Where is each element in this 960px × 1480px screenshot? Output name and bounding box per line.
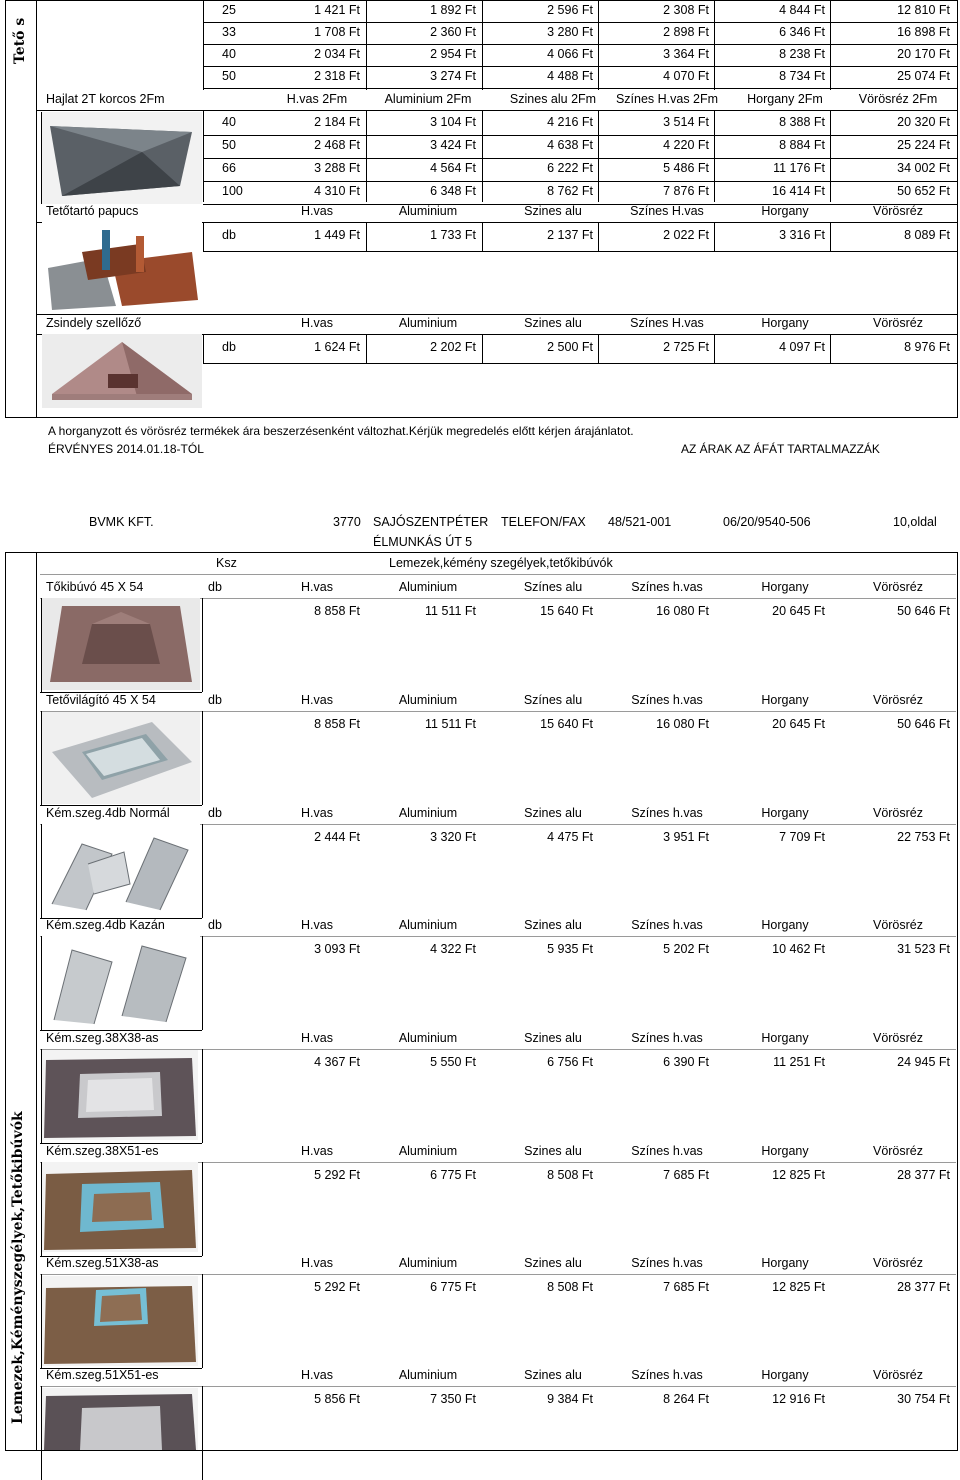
product-header: Horgany [761,580,809,594]
row-divider [40,1274,956,1275]
hajlat-header: Színes H.vas 2Fm [615,92,719,106]
product-title: Kém.szeg.38X51-es [46,1144,159,1158]
papucs-header: H.vas [301,204,333,218]
rows-a-price: 1 708 Ft [314,25,360,39]
kemszeg-normal-image [42,824,200,916]
rows-a-price: 2 596 Ft [547,3,593,17]
bottom-side-divider [36,552,37,1451]
zsindely-image [42,334,202,408]
papucs-price: 1 733 Ft [430,228,476,242]
papucs-header: Horgany [761,204,809,218]
zsindely-header: Aluminium [398,316,458,330]
product-price: 4 367 Ft [314,1055,360,1069]
size-cell: 33 [222,25,236,39]
column-divider [830,334,831,364]
product-header: Szines alu [524,1144,582,1158]
product-header: Színes h.vas [631,806,703,820]
column-divider [482,334,483,364]
product-header: Horgany [761,1256,809,1270]
product-header: Szines alu [524,1256,582,1270]
image-column-divider [202,824,203,918]
zsindely-price: 1 624 Ft [314,340,360,354]
hajlat-price: 4 310 Ft [314,184,360,198]
product-header: Horgany [761,1368,809,1382]
product-header: Aluminium [398,918,458,932]
size-cell: 40 [222,115,236,129]
product-price: 31 523 Ft [897,942,950,956]
hajlat-price: 3 288 Ft [314,161,360,175]
product-price: 50 646 Ft [897,717,950,731]
size-cell: 25 [222,3,236,17]
product-price: 7 709 Ft [779,830,825,844]
product-price: 12 825 Ft [772,1280,825,1294]
size-cell: 100 [222,184,243,198]
row-divider [36,110,958,111]
row-divider [36,314,958,315]
product-header: Színes h.vas [631,580,703,594]
top-side-divider [36,0,37,418]
product-price: 6 756 Ft [547,1055,593,1069]
product-price: 7 350 Ft [430,1392,476,1406]
product-header: Aluminium [398,1256,458,1270]
rows-a-price: 2 318 Ft [314,69,360,83]
company-name: BVMK KFT. [89,515,154,529]
product-price: 20 645 Ft [772,604,825,618]
rows-a-price: 1 892 Ft [430,3,476,17]
image-column-divider [202,1162,203,1256]
product-header: Aluminium [398,1031,458,1045]
rows-a-price: 4 066 Ft [547,47,593,61]
product-price: 12 916 Ft [772,1392,825,1406]
product-header: Vörösréz [872,918,924,932]
hajlat-price: 5 486 Ft [663,161,709,175]
product-header: Aluminium [398,806,458,820]
zsindely-price: 2 202 Ft [430,340,476,354]
hajlat-price: 34 002 Ft [897,161,950,175]
section-heading: Lemezek,kémény szegélyek,tetőkibúvók [389,556,613,570]
size-cell: 66 [222,161,236,175]
zsindely-header: H.vas [301,316,333,330]
hajlat-price: 11 176 Ft [773,161,825,175]
product-price: 9 384 Ft [547,1392,593,1406]
rows-a-price: 25 074 Ft [897,69,950,83]
product-price: 8 508 Ft [547,1280,593,1294]
kemszeg-51x51-image [42,1388,198,1450]
product-title: Kém.szeg.38X38-as [46,1031,159,1045]
papucs-header: Színes H.vas [630,204,704,218]
hajlat-header: H.vas 2Fm [286,92,348,106]
papucs-header: Szines alu [524,204,582,218]
product-header: Vörösréz [872,1368,924,1382]
product-price: 5 935 Ft [547,942,593,956]
hajlat-price: 6 222 Ft [547,161,593,175]
city: SAJÓSZENTPÉTER [373,515,489,529]
product-header: Szines alu [524,806,582,820]
product-title: Kém.szeg.51X38-as [46,1256,159,1270]
product-price: 6 390 Ft [663,1055,709,1069]
column-divider [598,334,599,364]
papucs-price: 2 022 Ft [663,228,709,242]
product-header: Horgany [761,1031,809,1045]
size-cell: 40 [222,47,236,61]
product-header: Szines alu [524,1368,582,1382]
image-column-divider [202,936,203,1030]
rows-a-price: 20 170 Ft [897,47,950,61]
rows-a-price: 1 421 Ft [314,3,360,17]
product-price: 4 475 Ft [547,830,593,844]
hajlat-price: 50 652 Ft [897,184,950,198]
hajlat-price: 8 762 Ft [547,184,593,198]
top-side-title: Tető s [12,17,28,64]
rows-a-price: 4 488 Ft [547,69,593,83]
product-title: Tetővilágító 45 X 54 [46,693,156,707]
row-divider [203,363,958,364]
size-column-divider [203,110,204,202]
product-header: Vörösréz [872,1144,924,1158]
heading-underline [40,574,956,575]
product-price: 11 511 Ft [425,604,476,618]
unit-cell: db [208,580,222,594]
kemszeg-38x38-image [42,1050,198,1140]
product-price: 16 080 Ft [656,717,709,731]
image-column-divider [202,598,203,692]
product-price: 10 462 Ft [772,942,825,956]
hajlat-price: 16 414 Ft [772,184,825,198]
product-price: 20 645 Ft [772,717,825,731]
papucs-image [42,222,202,312]
phone-number: 48/521-001 [608,515,672,529]
size-cell: 50 [222,69,236,83]
unit-cell: db [208,693,222,707]
rows-a-price: 4 844 Ft [779,3,825,17]
product-price: 22 753 Ft [897,830,950,844]
papucs-price: 1 449 Ft [314,228,360,242]
product-header: Horgany [761,918,809,932]
column-divider [366,222,367,252]
zsindely-price: 2 500 Ft [547,340,593,354]
column-divider [482,110,483,202]
product-price: 12 825 Ft [772,1168,825,1182]
product-price: 30 754 Ft [897,1392,950,1406]
product-header: Aluminium [398,580,458,594]
product-header: Színes h.vas [631,918,703,932]
zsindely-price: 2 725 Ft [663,340,709,354]
papucs-title: Tetőtartó papucs [46,204,139,218]
papucs-price: 8 089 Ft [904,228,950,242]
unit-cell: db [208,918,222,932]
phone-label: TELEFON/FAX [501,515,586,529]
kemszeg-38x51-image [42,1162,198,1252]
hajlat-price: 7 876 Ft [663,184,709,198]
product-price: 11 251 Ft [773,1055,825,1069]
product-header: Szines alu [524,1031,582,1045]
tetovilagito-image [42,712,200,804]
product-header: Horgany [761,693,809,707]
product-header: Vörösréz [872,693,924,707]
unit-cell: db [208,806,222,820]
column-divider [714,334,715,364]
hajlat-price: 4 638 Ft [547,138,593,152]
product-header: Vörösréz [872,806,924,820]
product-price: 3 320 Ft [430,830,476,844]
product-price: 50 646 Ft [897,604,950,618]
product-price: 8 508 Ft [547,1168,593,1182]
row-divider [203,66,958,67]
product-price: 15 640 Ft [540,717,593,731]
product-price: 15 640 Ft [540,604,593,618]
product-header: Színes h.vas [631,693,703,707]
validity-note: ÉRVÉNYES 2014.01.18-TÓL [48,442,204,456]
product-price: 11 511 Ft [425,717,476,731]
column-divider [366,110,367,202]
product-header: Színes h.vas [631,1144,703,1158]
vat-note: AZ ÁRAK AZ ÁFÁT TARTALMAZZÁK [681,442,880,456]
product-header: Színes h.vas [631,1031,703,1045]
hajlat-price: 3 104 Ft [430,115,476,129]
product-price: 3 951 Ft [663,830,709,844]
hajlat-header: Aluminium 2Fm [384,92,472,106]
hajlat-price: 4 564 Ft [430,161,476,175]
zip-code: 3770 [333,515,361,529]
product-header: Színes h.vas [631,1256,703,1270]
product-price: 5 202 Ft [663,942,709,956]
product-price: 5 292 Ft [314,1280,360,1294]
page-number: 10,oldal [893,515,937,529]
unit-cell: db [222,340,236,354]
product-price: 7 685 Ft [663,1168,709,1182]
row-divider [203,22,958,23]
hajlat-header: Szines alu 2Fm [509,92,597,106]
hajlat-price: 20 320 Ft [897,115,950,129]
tokibuvo-image [42,598,200,690]
product-title: Tőkibúvó 45 X 54 [46,580,144,594]
hajlat-header: Horgany 2Fm [747,92,823,106]
column-divider [482,222,483,252]
ksz-label: Ksz [216,556,237,570]
rows-a-price: 3 274 Ft [430,69,476,83]
product-price: 28 377 Ft [897,1168,950,1182]
hajlat-image [42,112,202,204]
papucs-header: Vörösréz [872,204,924,218]
hajlat-price: 6 348 Ft [430,184,476,198]
product-title: Kém.szeg.51X51-es [46,1368,159,1382]
product-header: Horgany [761,806,809,820]
zsindely-header: Szines alu [524,316,582,330]
column-divider [830,110,831,202]
product-price: 2 444 Ft [314,830,360,844]
zsindely-price: 8 976 Ft [904,340,950,354]
image-column-divider [202,711,203,805]
column-divider [366,334,367,364]
hajlat-price: 3 514 Ft [663,115,709,129]
image-column-divider [202,1386,203,1480]
image-column-divider [202,1274,203,1368]
bottom-side-title: Lemezek,Kéményszegélyek,Tetőkibúvók [10,1111,26,1424]
hajlat-title: Hajlat 2T korcos 2Fm [46,92,165,106]
column-divider [482,0,483,90]
price-change-note: A horganyzott és vörösréz termékek ára beszerzésenként változhat.Kérjük megredelés előtt kérjen árajánlatot. [48,424,634,438]
column-divider [714,0,715,90]
product-header: Színes h.vas [631,1368,703,1382]
rows-a-price: 8 238 Ft [779,47,825,61]
zsindely-price: 4 097 Ft [779,340,825,354]
zsindely-header: Színes H.vas [630,316,704,330]
product-header: Vörösréz [872,1256,924,1270]
zsindely-header: Vörösréz [872,316,924,330]
hajlat-price: 4 216 Ft [547,115,593,129]
product-price: 6 775 Ft [430,1168,476,1182]
product-header: Aluminium [398,1144,458,1158]
rows-a-price: 2 308 Ft [663,3,709,17]
rows-a-price: 3 364 Ft [663,47,709,61]
product-header: H.vas [301,918,333,932]
product-header: H.vas [301,580,333,594]
hajlat-header: Vörösréz 2Fm [858,92,938,106]
image-column-divider [202,1049,203,1143]
product-header: H.vas [301,1144,333,1158]
product-header: Horgany [761,1144,809,1158]
product-header: H.vas [301,1368,333,1382]
product-header: Vörösréz [872,1031,924,1045]
mobile-number: 06/20/9540-506 [723,515,811,529]
product-price: 5 292 Ft [314,1168,360,1182]
product-price: 6 775 Ft [430,1280,476,1294]
row-divider [203,135,958,136]
column-divider [714,222,715,252]
product-price: 5 856 Ft [314,1392,360,1406]
product-header: H.vas [301,806,333,820]
rows-a-price: 16 898 Ft [897,25,950,39]
product-price: 28 377 Ft [897,1280,950,1294]
row-divider [203,158,958,159]
rows-a-price: 2 898 Ft [663,25,709,39]
hajlat-price: 25 224 Ft [897,138,950,152]
product-header: H.vas [301,1256,333,1270]
product-price: 8 264 Ft [663,1392,709,1406]
column-divider [598,110,599,202]
unit-cell: db [222,228,236,242]
row-divider [203,181,958,182]
size-column-divider [203,222,204,252]
size-column-divider [203,334,204,364]
hajlat-price: 2 468 Ft [314,138,360,152]
product-header: H.vas [301,693,333,707]
product-title: Kém.szeg.4db Normál [46,806,170,820]
papucs-header: Aluminium [398,204,458,218]
product-price: 7 685 Ft [663,1280,709,1294]
product-price: 8 858 Ft [314,717,360,731]
papucs-price: 2 137 Ft [547,228,593,242]
hajlat-price: 4 220 Ft [663,138,709,152]
row-divider [203,44,958,45]
size-column-divider [203,0,204,90]
kemszeg-kazan-image [42,936,200,1028]
product-title: Kém.szeg.4db Kazán [46,918,165,932]
product-header: Színes alu [523,580,583,594]
product-price: 16 080 Ft [656,604,709,618]
rows-a-price: 2 034 Ft [314,47,360,61]
row-divider [40,1386,956,1387]
kemszeg-51x38-image [42,1276,198,1366]
row-divider [203,251,958,252]
rows-a-price: 6 346 Ft [779,25,825,39]
zsindely-header: Horgany [761,316,809,330]
product-header: Vörösréz [872,580,924,594]
column-divider [830,222,831,252]
rows-a-price: 2 954 Ft [430,47,476,61]
size-cell: 50 [222,138,236,152]
column-divider [714,110,715,202]
rows-a-price: 4 070 Ft [663,69,709,83]
row-divider [203,88,958,89]
rows-a-price: 8 734 Ft [779,69,825,83]
rows-a-price: 12 810 Ft [897,3,950,17]
hajlat-price: 2 184 Ft [314,115,360,129]
product-price: 24 945 Ft [897,1055,950,1069]
rows-a-price: 2 360 Ft [430,25,476,39]
rows-a-price: 3 280 Ft [547,25,593,39]
product-price: 4 322 Ft [430,942,476,956]
product-header: H.vas [301,1031,333,1045]
product-price: 5 550 Ft [430,1055,476,1069]
column-divider [598,0,599,90]
zsindely-title: Zsindely szellőző [46,316,142,330]
product-header: Aluminium [398,693,458,707]
product-price: 3 093 Ft [314,942,360,956]
papucs-price: 3 316 Ft [779,228,825,242]
product-price: 8 858 Ft [314,604,360,618]
product-header: Aluminium [398,1368,458,1382]
product-header: Színes alu [523,693,583,707]
product-header: Szines alu [524,918,582,932]
hajlat-price: 3 424 Ft [430,138,476,152]
column-divider [598,222,599,252]
street: ÉLMUNKÁS ÚT 5 [373,535,473,549]
hajlat-price: 8 884 Ft [779,138,825,152]
column-divider [830,0,831,90]
hajlat-price: 8 388 Ft [779,115,825,129]
column-divider [366,0,367,90]
